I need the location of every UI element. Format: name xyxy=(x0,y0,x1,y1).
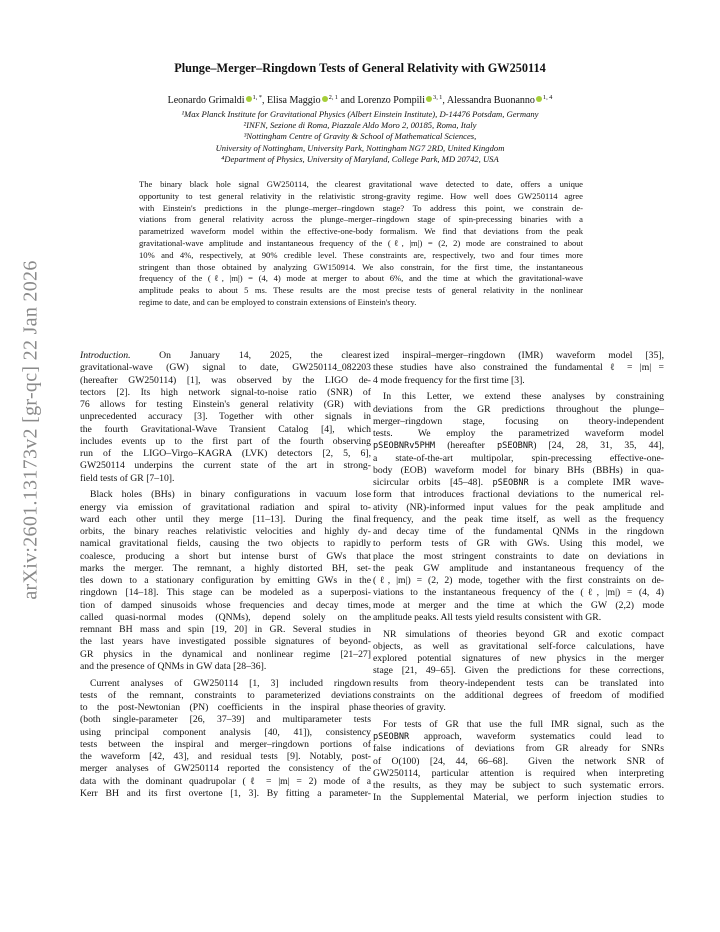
body-text-line: (both single-parameter [26, 37–39] and multiparameter tests xyxy=(80,714,371,726)
body-text-line: viations to the instantaneous frequency of the (ℓ, |m|) = (4, 4) xyxy=(373,587,664,599)
body-text-line: tests of the remnant, constraints to parameterized deviations xyxy=(80,689,371,701)
abstract-line: amplitude peaks to about 5 ms. These results are the most precise tests of general relativity in the nonlinear xyxy=(139,285,583,296)
abstract-line: gravitational-wave amplitude and instantaneous frequency of the (ℓ, |m|) = (2, 2) mode are constrained to about xyxy=(139,237,583,248)
body-text-line: unprecedented accuracy [3]. Together with other signals in xyxy=(80,411,371,423)
affiliation-line: ³Nottingham Centre of Gravity & School of Mathematical Sciences, xyxy=(243,131,477,142)
body-text-line: the peak GW amplitude and instantaneous frequency of the xyxy=(373,562,664,574)
author-name: Lorenzo Pompili xyxy=(357,95,425,106)
body-text-line: pSEOBNR approach, waveform systematics could lead to xyxy=(373,731,664,742)
body-text-line: the fourth Gravitational-Wave Transient Catalog [4], which xyxy=(80,423,371,435)
author-separator: , xyxy=(442,95,447,106)
abstract-line: opportunity to test general relativity in the relativistic strong-gravity regime. How well does GW250114 agree xyxy=(139,190,583,201)
body-text-line: marks the merger. The remnant, a highly distorted BH, set- xyxy=(80,562,371,574)
body-text-line: merger analyses of GW250114 reported the consistency of the xyxy=(80,763,371,775)
affiliation-line: ⁴Department of Physics, University of Maryland, College Park, MD 20742, USA xyxy=(221,153,499,164)
abstract-line: stringent than those obtained by analyzing GW150914. We also constrain, for the first time, the instantaneous xyxy=(139,261,583,272)
body-text-line: Current analyses of GW250114 [1, 3] included ringdown xyxy=(90,677,371,689)
abstract-line: parametrized waveform model within the effective-one-body formalism. We find that deviations from the peak xyxy=(139,226,583,237)
orcid-icon[interactable] xyxy=(536,96,542,102)
body-text-line: the last years have investigated possible signatures of beyond- xyxy=(80,636,371,648)
body-text-line: amplitude peaks. All tests yield results consistent with GR. xyxy=(373,611,602,623)
author-name: Alessandra Buonanno xyxy=(446,95,535,106)
author-affiliation-marker: 2, 1 xyxy=(328,94,339,101)
body-text-line: to the post-Newtonian (PN) coefficients in the inspiral phase xyxy=(80,702,371,713)
arxiv-identifier: arXiv:2601.13173v2 [gr-qc] 22 Jan 2026 xyxy=(19,260,42,600)
body-text-line: gravitational-wave (GW) signal to date, GW250114_082203 xyxy=(80,362,371,374)
body-text-line: ized inspiral–merger–ringdown (IMR) waveform model [35], xyxy=(373,350,664,361)
body-text-line: called quasi-normal modes (QNMs), depend solely on the xyxy=(80,611,371,623)
body-text-line: 4 mode frequency for the first time [3]. xyxy=(373,374,525,386)
body-text-line: these studies have also constrained the fundamental ℓ = |m| = xyxy=(373,362,664,374)
author-affiliation-marker: 3, 1 xyxy=(432,94,443,101)
body-text-line: of O(100) [24, 44, 66–68]. Given the network SNR of xyxy=(373,755,664,767)
author-list xyxy=(0,92,720,107)
body-text-line: constraints on the additional degrees of freedom of modified xyxy=(373,689,664,701)
body-text-line: (ℓ, |m|) = (2, 2) mode, together with the first constraints on de- xyxy=(373,575,664,586)
body-text-line: 76 allows for testing Einstein's general relativity (GR) with xyxy=(80,399,371,410)
author-name: Elisa Maggio xyxy=(266,95,321,106)
body-text-line: place the most stringent constraints to date on deviations in xyxy=(373,550,664,562)
body-text-line: includes events up to the first part of the fourth observing xyxy=(80,435,371,447)
body-text-line: the waveform [42, 43], and residual tests [9]. Notably, post- xyxy=(80,751,371,762)
author-affiliation-marker: 1, 4 xyxy=(542,94,553,101)
body-text-line: frequency, and the peak time itself, as well as the frequency xyxy=(373,513,664,525)
orcid-icon[interactable] xyxy=(246,96,252,102)
author-name: Leonardo Grimaldi xyxy=(167,95,245,106)
affiliation-line: ²INFN, Sezione di Roma, Piazzale Aldo Moro 2, 00185, Roma, Italy xyxy=(243,120,477,131)
body-text-line: For tests of GR that use the full IMR signal, such as the xyxy=(383,718,664,730)
body-text-line: form that introduces fractional deviations to the numerical rel- xyxy=(373,489,664,501)
body-text-line: theories of gravity. xyxy=(373,702,446,713)
arxiv-sidebar xyxy=(6,220,56,640)
body-text-line: run of the LIGO–Virgo–KAGRA (LVK) detectors [2, 5, 6], xyxy=(80,448,371,459)
orcid-icon[interactable] xyxy=(322,96,328,102)
body-text-line: Introduction. On January 14, 2025, the clearest xyxy=(80,350,371,361)
body-text-line: results from theory-independent tests can be translated into xyxy=(373,677,664,689)
abstract-line: regime to date, and can be employed to constrain extensions of Einstein's theory. xyxy=(139,296,417,307)
abstract-line: frequency of the (ℓ, |m|) = (4, 4) mode at merger to about 6%, and the time at which the gravitational-wave xyxy=(139,273,583,284)
body-text-line: ringdown [14–18]. This stage can be modeled as a superposi- xyxy=(80,587,371,599)
body-text-line: stage [21, 49–65]. Given the predictions for these corrections, xyxy=(373,665,664,677)
abstract-line: 10% and 4%, respectively, at 90% credible level. These constraints are, respectively, two and four times more xyxy=(139,249,583,260)
author-affiliation-marker: 1, * xyxy=(252,94,262,101)
body-text-line: objects, as well as gravitational self-force calculations, have xyxy=(373,640,664,652)
body-text-line: GR physics in the dynamical and nonlinear regime [21–27] xyxy=(80,648,371,660)
body-text-line: tests. We employ the parametrized waveform model xyxy=(373,428,664,439)
affiliation-line: ¹Max Planck Institute for Gravitational Physics (Albert Einstein Institute), D-14476 Potsdam, Germany xyxy=(181,109,539,119)
body-text-line: GW250114, particular attention is required when interpreting xyxy=(373,767,664,779)
body-text-line: In this Letter, we extend these analyses by constraining xyxy=(383,391,664,403)
body-text-line: tests between the inspiral and merger–ringdown portions of xyxy=(80,738,371,750)
body-text-line: body (EOB) waveform model for binary BHs (BBHs) in qua- xyxy=(373,464,664,476)
orcid-icon[interactable] xyxy=(426,96,432,102)
abstract xyxy=(139,179,583,309)
body-text-line: and the presence of QNMs in GW data [28–36]. xyxy=(80,660,267,672)
body-text-line: tles down to a stationary configuration by emitting GWs in the xyxy=(80,575,371,586)
body-text-line: data with the dominant quadrupolar (ℓ = |m| = 2) mode of a xyxy=(80,775,371,787)
body-text-line: false indications of deviations from GR already for SNRs xyxy=(373,743,664,755)
abstract-line: The binary black hole signal GW250114, the clearest gravitational wave detected to date, offers a unique xyxy=(139,179,583,189)
body-text-line: pSEOBNRv5PHM (hereafter pSEOBNR) [24, 28, 31, 35, 44], xyxy=(373,440,664,452)
affiliations xyxy=(0,109,720,165)
body-text-line: a state-of-the-art multipolar, spin-precessing effective-one- xyxy=(373,452,664,464)
body-text-line: coalesce, producing a short but intense burst of GWs that xyxy=(80,550,371,562)
body-text-line: explored potential signatures of new physics in the merger xyxy=(373,653,664,664)
paper-title: Plunge–Merger–Ringdown Tests of General Relativity with GW250114 xyxy=(174,61,546,75)
abstract-line: viations from general relativity across the plunge–merger–ringdown stage of spin-precessing binaries with a xyxy=(139,214,583,225)
body-text-line: mode at merger and the time at which the GW (2,2) mode xyxy=(373,599,664,611)
right-column xyxy=(373,350,664,805)
body-text-line: sicircular orbits [45–48]. pSEOBNR is a complete IMR wave- xyxy=(373,477,664,488)
body-text-line: Black holes (BHs) in binary configurations in vacuum lose xyxy=(90,489,371,501)
abstract-line: with Einstein's predictions in the plunge–merger–ringdown stage? To address this point, we constrain de- xyxy=(139,202,583,213)
body-text-line: namical gravitational fields, causing the two objects to rapidly xyxy=(80,538,371,550)
body-text-line: field tests of GR [7–10]. xyxy=(80,472,175,484)
body-text-line: using principal component analysis [40, 41]), consistency xyxy=(80,726,371,738)
body-text-line: orbits, the binary reaches relativistic velocities and highly dy- xyxy=(80,526,371,537)
body-text-line: tion of damped sinusoids whose frequencies and decay times, xyxy=(80,599,371,611)
body-text-line: merger–ringdown stage, focusing on theory-independent xyxy=(373,415,664,427)
body-text-line: remnant BH mass and spin [19, 20] in GR. Several studies in xyxy=(80,624,371,635)
body-text-line: Kerr BH and its first overtone [1, 3]. By fitting a parameter- xyxy=(80,787,371,799)
body-text-line: ward each other until they merge [11–13]. During the final xyxy=(80,513,371,525)
body-text-line: energy via emission of gravitational radiation and spiral to- xyxy=(80,501,371,513)
body-text-line: In the Supplemental Material, we perform injection studies to xyxy=(373,792,664,804)
affiliation-line: University of Nottingham, University Park, Nottingham NG7 2RD, United Kingdom xyxy=(215,142,505,153)
author-separator: and xyxy=(338,95,358,106)
body-text-line: and decay time of the fundamental QNMs in the ringdown xyxy=(373,526,664,537)
body-text-line: (hereafter GW250114) [1], was observed by the LIGO de- xyxy=(80,374,371,386)
left-column xyxy=(80,350,371,800)
body-text-line: NR simulations of theories beyond GR and exotic compact xyxy=(383,628,664,640)
body-text-line: to perform tests of GR with GWs. Using this model, we xyxy=(373,538,664,550)
body-text-line: deviations from the GR predictions throughout the plunge– xyxy=(373,403,664,415)
body-text-line: ativity (NR)-informed input values for the peak amplitude and xyxy=(373,501,664,513)
author-separator: , xyxy=(261,95,267,106)
body-text-line: the results, as they may be subject to such systematic errors. xyxy=(373,780,664,791)
body-text-line: GW250114 underpins the current state of the art in strong- xyxy=(80,460,371,472)
body-text-line: tectors [2]. Its high network signal-to-noise ratio (SNR) of xyxy=(80,386,371,398)
